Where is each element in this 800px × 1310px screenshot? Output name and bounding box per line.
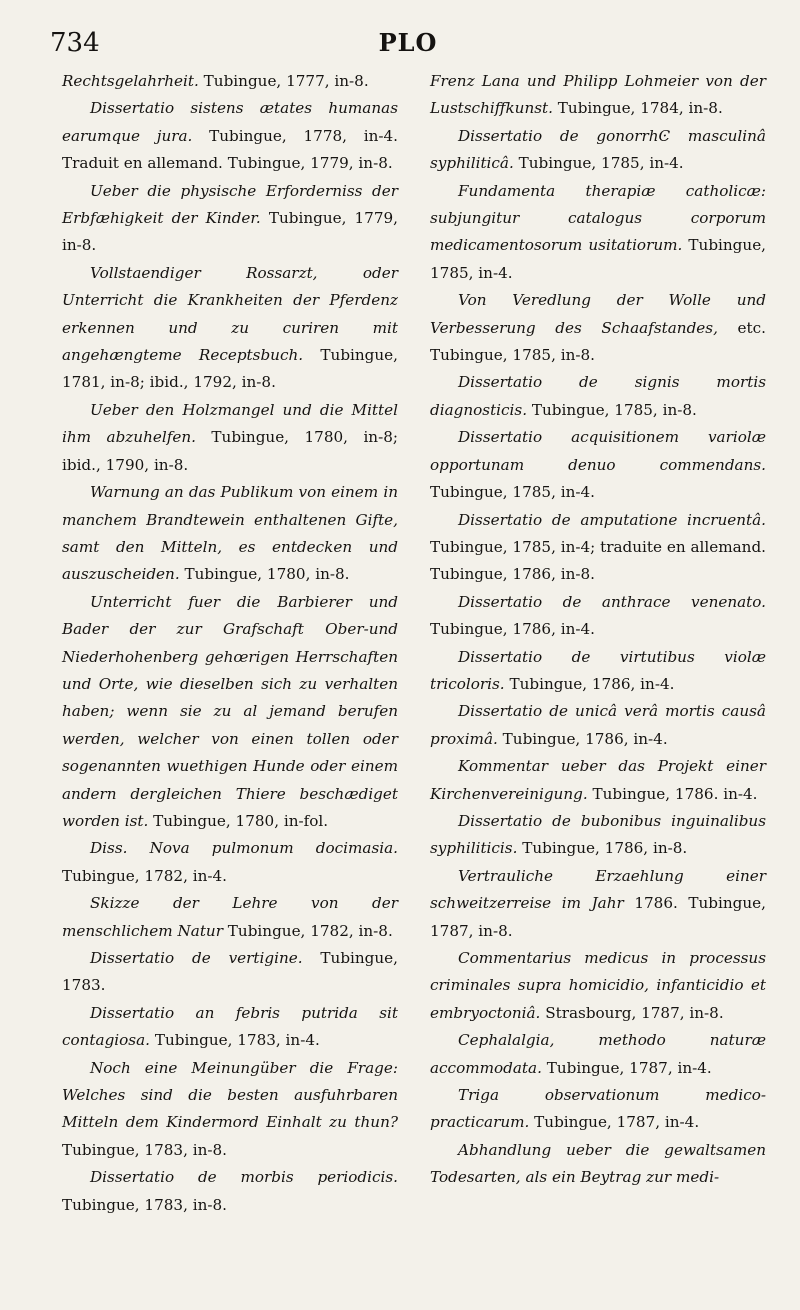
entry-title: Dissertatio sistens ætates humanas earumque jura.	[62, 99, 398, 145]
bibliography-entry	[62, 178, 398, 260]
entry-imprint: Tubingue, 1780, in-8; ibid., 1790, in-8.	[62, 428, 398, 474]
entry-imprint: Tubingue, 1786, in-8.	[517, 839, 688, 858]
right-column	[430, 68, 766, 1219]
entry-imprint: Tubingue, 1785, in-4.	[430, 483, 595, 502]
entry-imprint: Tubingue, 1779, in-8.	[62, 209, 398, 255]
entry-title: Kommentar ueber das Projekt einer Kirchenvereinigung.	[430, 757, 766, 803]
entry-imprint: Tubingue, 1786, in-4.	[430, 620, 595, 639]
entry-imprint: Tubingue, 1780, in-8.	[179, 565, 350, 584]
bibliography-entry	[430, 863, 766, 945]
bibliography-entry	[430, 644, 766, 699]
entry-imprint: Tubingue, 1780, in-fol.	[148, 811, 329, 830]
bibliography-entry	[62, 945, 398, 1000]
bibliography-entry	[430, 1027, 766, 1082]
bibliography-entry	[430, 945, 766, 1027]
bibliography-entry	[62, 260, 398, 397]
bibliography-entry	[62, 1055, 398, 1165]
entry-imprint: Tubingue, 1783.	[62, 949, 399, 995]
entry-title: Vollstaendiger Rossarzt, oder Unterricht die Krankheiten der Pferdenz erkennen und zu curiren mit angehængteme Receptsbuch.	[62, 263, 398, 365]
entry-title: Noch eine Meinungüber die Frage: Welches sind die besten ausfuhrbaren Mitteln dem Kindermord Einhalt zu thun?	[62, 1058, 398, 1132]
entry-title: Diss. Nova pulmonum docimasia.	[90, 839, 398, 858]
entry-imprint: Tubingue, 1782, in-4.	[62, 866, 227, 885]
entry-title: Abhandlung ueber die gewaltsamen Todesarten, als ein Beytrag zur medi-	[430, 1140, 766, 1187]
bibliography-entry	[62, 1000, 398, 1055]
bibliography-entry	[62, 479, 398, 589]
entry-title: Ueber den Holzmangel und die Mittel ihm abzuhelfen.	[62, 400, 398, 447]
text-columns	[50, 68, 766, 1219]
bibliography-entry	[430, 68, 766, 123]
bibliography-entry	[430, 123, 766, 178]
entry-title: Dissertatio de signis mortis diagnosticis.	[430, 373, 766, 419]
entry-imprint: Tubingue, 1778, in-4. Traduit en allemand. Tubingue, 1779, in-8.	[62, 126, 398, 173]
entry-imprint: 1786. Tubingue, 1787, in-8.	[430, 894, 766, 940]
entry-title: Dissertatio de morbis periodicis.	[90, 1168, 398, 1187]
bibliography-entry	[430, 178, 766, 288]
entry-imprint: Tubingue, 1786, in-4.	[497, 729, 668, 748]
bibliography-entry	[430, 424, 766, 506]
entry-imprint: Tubingue, 1783, in-4.	[150, 1031, 320, 1050]
entry-title: Unterricht fuer die Barbierer und Bader der zur Grafschaft Ober-und Niederhohenberg gehœrigen Herrschaften und Orte, wie dieselben sich zu verhalten haben; wenn sie zu al jemand berufen werden, welcher von einen tollen oder sogenannten wuethigen Hunde oder einem andern dergleichen Thiere beschædiget worden ist.	[62, 592, 398, 830]
entry-title: Dissertatio de anthrace venenato.	[458, 592, 766, 611]
entry-title: Dissertatio de amputatione incruentâ.	[458, 510, 766, 529]
bibliography-entry	[62, 95, 398, 177]
entry-imprint: Tubingue, 1787, in-4.	[529, 1113, 700, 1132]
bibliography-entry	[430, 753, 766, 808]
bibliography-entry	[430, 698, 766, 753]
entry-imprint: Tubingue, 1786, in-4.	[504, 674, 675, 693]
running-head: PLO	[378, 28, 438, 57]
bibliography-entry	[430, 808, 766, 863]
entry-title: Dissertatio an febris putrida sit contagiosa.	[62, 1003, 398, 1050]
entry-title: Warnung an das Publikum von einem in manchem Brandtewein enthaltenen Gifte, samt den Mitteln, es entdecken und auszuscheiden.	[62, 483, 398, 584]
entry-imprint: Tubingue, 1784, in-8.	[552, 99, 723, 118]
entry-title: Dissertatio de bubonibus inguinalibus syphiliticis.	[430, 811, 766, 858]
page-header	[50, 22, 766, 68]
entry-imprint: Tubingue, 1783, in-8.	[62, 1195, 227, 1214]
entry-title: Frenz Lana und Philipp Lohmeier von der Lustschiffkunst.	[430, 72, 766, 118]
entry-title: Skizze der Lehre von der menschlichem Natur	[62, 894, 398, 940]
entry-imprint: Tubingue, 1777, in-8.	[198, 72, 369, 90]
bibliography-entry	[430, 589, 766, 644]
entry-imprint: Tubingue, 1787, in-4.	[541, 1058, 712, 1077]
entry-imprint: Tubingue, 1783, in-8.	[62, 1140, 227, 1159]
entry-imprint: Strasbourg, 1787, in-8.	[540, 1003, 724, 1022]
bibliography-entry	[62, 890, 398, 945]
entry-title: Dissertatio acquisitionem variolæ opportunam denuo commendans.	[430, 428, 766, 474]
left-column	[62, 68, 398, 1219]
entry-imprint: etc. Tubingue, 1785, in-8.	[430, 318, 766, 365]
bibliography-entry	[430, 287, 766, 369]
entry-title: Dissertatio de unicâ verâ mortis causâ proximâ.	[430, 702, 766, 748]
entry-title: Triga observationum medico-practicarum.	[430, 1086, 766, 1132]
entry-imprint: Tubingue, 1785, in-8.	[527, 400, 697, 419]
bibliography-entry	[430, 507, 766, 589]
page-number: 734	[50, 28, 100, 58]
bibliography-entry	[62, 835, 398, 890]
bibliography-entry	[62, 68, 398, 95]
bibliography-entry	[430, 1082, 766, 1137]
entry-imprint: Tubingue, 1785, in-4; traduite en allemand. Tubingue, 1786, in-8.	[430, 537, 766, 584]
entry-imprint: Tubingue, 1785, in-4.	[513, 154, 684, 173]
entry-imprint: Tubingue, 1786. in-4.	[587, 784, 758, 803]
entry-title: Dissertatio de gonorrhϾ masculinâ syphiliticâ.	[430, 126, 766, 173]
entry-title: Fundamenta therapiæ catholicæ: subjungitur catalogus corporum medicamentosorum usitatiorum.	[430, 181, 766, 255]
bibliography-entry	[62, 589, 398, 836]
entry-title: Von Veredlung der Wolle und Verbesserung des Schaafstandes,	[430, 291, 766, 337]
entry-title: Rechtsgelahrheit.	[62, 72, 199, 90]
bibliography-entry	[430, 369, 766, 424]
bibliography-entry	[62, 397, 398, 479]
entry-title: Vertrauliche Erzaehlung einer schweitzerreise im Jahr	[430, 866, 766, 913]
entry-title: Ueber die physische Erforderniss der Erbfæhigkeit der Kinder.	[62, 181, 398, 228]
entry-title: Cephalalgia, methodo naturæ accommodata.	[430, 1031, 766, 1077]
bibliography-entry	[62, 1164, 398, 1219]
entry-title: Dissertatio de vertigine.	[90, 949, 303, 967]
entry-imprint: Tubingue, 1785, in-4.	[430, 236, 767, 282]
entry-title: Dissertatio de virtutibus violæ tricoloris.	[430, 647, 766, 693]
entry-imprint: Tubingue, 1782, in-8.	[222, 921, 393, 940]
entry-imprint: Tubingue, 1781, in-8; ibid., 1792, in-8.	[62, 346, 398, 392]
bibliography-entry	[430, 1137, 766, 1192]
entry-title: Commentarius medicus in processus criminales supra homicidio, infanticidio et embryoctoniâ.	[430, 949, 766, 1022]
